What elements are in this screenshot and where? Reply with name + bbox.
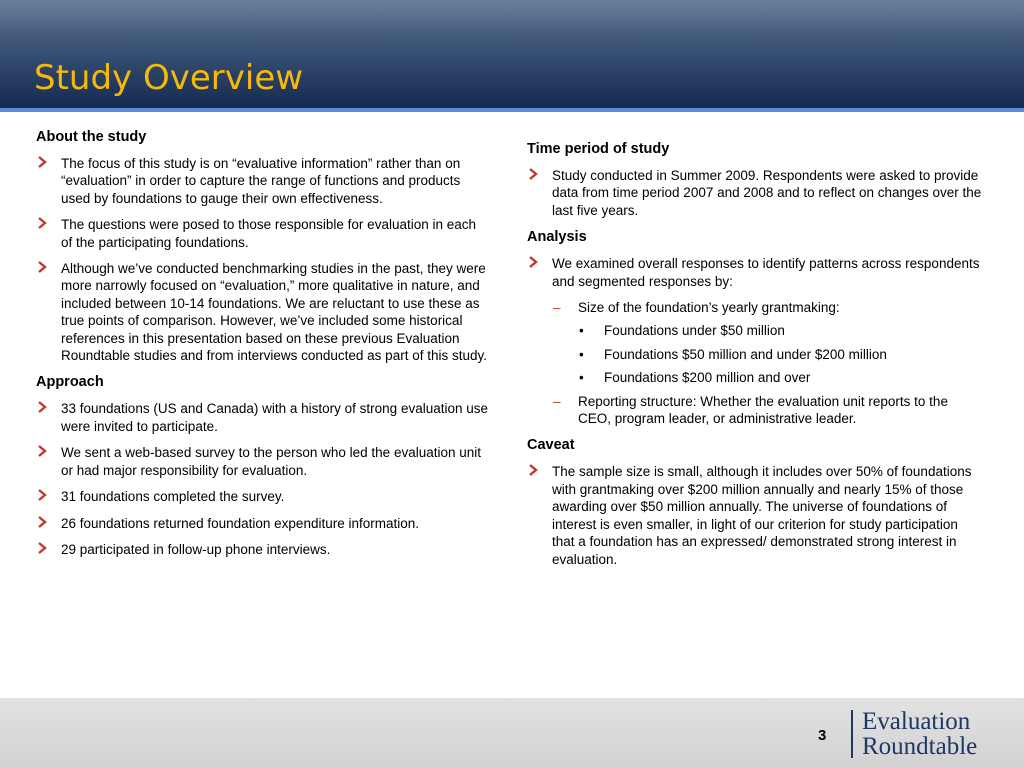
sub-sub-list-item-text: Foundations under $50 million bbox=[604, 323, 785, 339]
right-column bbox=[527, 140, 982, 577]
list-item-text: We sent a web-based survey to the person who led the evaluation unit or had major responsibility for evaluation. bbox=[61, 445, 482, 478]
page-number: 3 bbox=[818, 727, 827, 744]
list-item bbox=[36, 444, 491, 479]
sub-list-item-text: Reporting structure: Whether the evaluation unit reports to the CEO, program leader, or administrative leader. bbox=[578, 393, 948, 427]
arrow-bullet-icon bbox=[37, 260, 48, 273]
arrow-bullet-icon bbox=[37, 155, 48, 168]
logo-text-line1: Evaluation bbox=[862, 708, 971, 735]
slide-title: Study Overview bbox=[34, 58, 304, 98]
list-item bbox=[36, 260, 491, 364]
sub-sub-list-item bbox=[527, 322, 982, 339]
sub-list-item-text: Size of the foundation’s yearly grantmaking: bbox=[578, 300, 840, 316]
dot-bullet-icon: • bbox=[579, 346, 584, 362]
time-period-heading: Time period of study bbox=[527, 141, 670, 157]
list-item-text: Although we’ve conducted benchmarking studies in the past, they were more narrowly focused on “evaluation,” more qualitative in nature, and included between 10-14 foundations. We are reluctant to use these as true points of comparison. However, we’ve included some historical references in this presentation based on these previous Evaluation Roundtable studies and from interviews conducted as part of this study. bbox=[61, 261, 487, 364]
sub-sub-list-item-text: Foundations $50 million and under $200 million bbox=[604, 346, 887, 362]
sub-sub-list-item bbox=[527, 346, 982, 363]
sub-sub-list-item bbox=[527, 369, 982, 386]
arrow-bullet-icon bbox=[37, 216, 48, 229]
list-item bbox=[36, 216, 491, 251]
header-accent-line bbox=[0, 108, 1024, 112]
list-item bbox=[36, 488, 491, 505]
arrow-bullet-icon bbox=[37, 541, 48, 554]
sub-sub-list-item-text: Foundations $200 million and over bbox=[604, 370, 811, 386]
list-item-text: The sample size is small, although it includes over 50% of foundations with grantmaking over $200 million annually and nearly 15% of those awarding over $50 million annually. The universe of foundations of interest is even smaller, in light of our criterion for study participation that a foundation has an expressed/ demonstrated strong interest in evaluation. bbox=[552, 464, 972, 567]
list-item bbox=[527, 167, 982, 219]
arrow-bullet-icon bbox=[528, 463, 539, 476]
arrow-bullet-icon bbox=[37, 444, 48, 457]
arrow-bullet-icon bbox=[37, 488, 48, 501]
list-item-text: The questions were posed to those responsible for evaluation in each of the participating foundations. bbox=[61, 217, 477, 250]
dash-bullet-icon: – bbox=[553, 393, 561, 409]
list-item bbox=[36, 155, 491, 207]
about-heading: About the study bbox=[36, 129, 147, 145]
logo-text-line2: Roundtable bbox=[862, 733, 978, 760]
list-item bbox=[36, 541, 491, 558]
list-item bbox=[527, 463, 982, 567]
list-item-text: 26 foundations returned foundation expenditure information. bbox=[61, 515, 420, 531]
logo-divider bbox=[851, 710, 853, 758]
arrow-bullet-icon bbox=[528, 167, 539, 180]
list-item-text: Study conducted in Summer 2009. Respondents were asked to provide data from time period 2007 and 2008 and to reflect on changes over the last five years. bbox=[552, 168, 982, 218]
dash-bullet-icon: – bbox=[553, 300, 561, 316]
list-item-text: 33 foundations (US and Canada) with a history of strong evaluation use were invited to participate. bbox=[61, 401, 489, 434]
sub-list-item bbox=[527, 393, 982, 428]
list-item-text: 31 foundations completed the survey. bbox=[61, 489, 285, 505]
dot-bullet-icon: • bbox=[579, 323, 584, 339]
arrow-bullet-icon bbox=[528, 255, 539, 268]
list-item bbox=[36, 515, 491, 532]
approach-heading: Approach bbox=[36, 374, 104, 391]
list-item-text: We examined overall responses to identify patterns across respondents and segmented responses by: bbox=[552, 256, 980, 289]
analysis-heading: Analysis bbox=[527, 229, 587, 246]
list-item bbox=[527, 255, 982, 290]
arrow-bullet-icon bbox=[37, 515, 48, 528]
sub-list-item bbox=[527, 299, 982, 316]
dot-bullet-icon: • bbox=[579, 370, 584, 386]
arrow-bullet-icon bbox=[37, 400, 48, 413]
caveat-heading: Caveat bbox=[527, 437, 575, 454]
left-column bbox=[36, 128, 491, 567]
list-item-text: 29 participated in follow-up phone interviews. bbox=[61, 541, 331, 557]
list-item bbox=[36, 400, 491, 435]
list-item-text: The focus of this study is on “evaluative information” rather than on “evaluation” in order to capture the range of functions and products used by foundations to gauge their own effectiveness. bbox=[61, 156, 461, 206]
